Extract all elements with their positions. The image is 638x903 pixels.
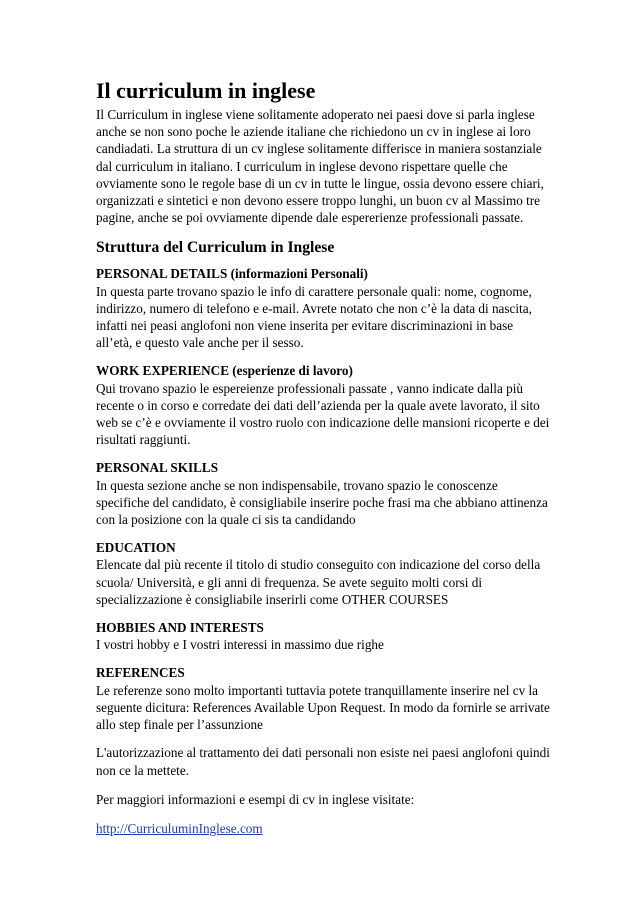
body-line: specializzazione è consigliabile inserirli come OTHER COURSES bbox=[96, 591, 449, 607]
body-line: In questa parte trovano spazio le info di carattere personale quali: nome, cognome, bbox=[96, 283, 532, 299]
closing-line: non ce la mettete. bbox=[96, 762, 190, 778]
body-line: scuola/ Università, e gli anni di frequenza. Se avete seguito molti corsi di bbox=[96, 574, 482, 590]
section-body bbox=[96, 283, 556, 352]
section-body bbox=[96, 682, 556, 734]
section-personal-details bbox=[96, 265, 556, 351]
intro-line: Il Curriculum in inglese viene solitamente adoperato nei paesi dove si parla inglese bbox=[96, 107, 535, 122]
body-line: allo step finale per l’assunzione bbox=[96, 717, 263, 733]
section-body bbox=[96, 556, 556, 608]
body-line: Le referenze sono molto importanti tuttavia potete tranquillamente inserire nel cv la bbox=[96, 682, 538, 698]
intro-line: candiadati. La struttura di un cv inglese solitamente differisce in maniera sostanziale bbox=[96, 141, 542, 157]
intro-line: dal curriculum in italiano. I curriculum in inglese devono rispettare quelle che bbox=[96, 158, 508, 174]
section-heading: EDUCATION bbox=[96, 540, 176, 556]
section-work-experience bbox=[96, 362, 556, 448]
section-body bbox=[96, 380, 556, 449]
intro-line: organizzati e sintetici e non devono essere troppo lunghi, un buon cv al Massimo tre bbox=[96, 193, 540, 209]
body-line: all’età, e questo vale anche per il sesso. bbox=[96, 335, 304, 351]
body-line: infatti nei peasi anglofoni non viene inserita per evitare discriminazioni in base bbox=[96, 318, 514, 334]
intro-line: pagine, anche se poi ovviamente dipende dale espererienze professionali passate. bbox=[96, 210, 524, 226]
section-heading: HOBBIES AND INTERESTS bbox=[96, 620, 264, 636]
section-heading: PERSONAL DETAILS (informazioni Personali) bbox=[96, 266, 368, 282]
section-hobbies bbox=[96, 619, 556, 653]
body-line: specifiche del candidato, è consigliabile inserire poche frasi ma che abbiano attinenza bbox=[96, 494, 548, 510]
body-line: recente o in corso e corredate dei dati dell’azienda per la quale avete lavorato, il sito bbox=[96, 397, 540, 413]
website-link[interactable]: http://CurriculuminInglese.com bbox=[96, 820, 263, 836]
intro-paragraph bbox=[96, 106, 556, 226]
section-personal-skills bbox=[96, 459, 556, 528]
section-body bbox=[96, 636, 556, 653]
closing-paragraph bbox=[96, 791, 556, 808]
section-heading: PERSONAL SKILLS bbox=[96, 460, 219, 476]
body-line: seguente dicitura: References Available Upon Request. In modo da fornirle se arrivate bbox=[96, 699, 550, 715]
intro-line: anche se non sono poche le aziende italiane che richiedono un cv in inglese ai loro bbox=[96, 124, 531, 140]
document-title: Il curriculum in inglese bbox=[96, 78, 316, 103]
closing-paragraph bbox=[96, 744, 556, 778]
body-line: con la posizione con la quale ci sis ta candidando bbox=[96, 512, 356, 528]
body-line: risultati raggiunti. bbox=[96, 432, 191, 448]
closing-line: L'autorizzazione al trattamento dei dati personali non esiste nei paesi anglofoni quindi bbox=[96, 745, 550, 761]
section-heading: REFERENCES bbox=[96, 665, 185, 681]
section-subtitle: Struttura del Curriculum in Inglese bbox=[96, 239, 335, 257]
section-heading: WORK EXPERIENCE (esperienze di lavoro) bbox=[96, 363, 353, 379]
body-line: Elencate dal più recente il titolo di studio conseguito con indicazione del corso della bbox=[96, 557, 541, 573]
body-line: In questa sezione anche se non indispensabile, trovano spazio le conoscenze bbox=[96, 477, 498, 493]
body-line: web se c’è e ovviamente il vostro ruolo con indicazione delle mansioni ricoperte e dei bbox=[96, 415, 550, 431]
body-line: Qui trovano spazio le espereienze professionali passate , vanno indicate dalla più bbox=[96, 380, 523, 396]
intro-line: ovviamente sono le regole base di un cv in tutte le lingue, ossia devono essere chiari, bbox=[96, 175, 544, 191]
section-education bbox=[96, 539, 556, 608]
document-page bbox=[96, 78, 556, 838]
section-body bbox=[96, 477, 556, 529]
body-line: I vostri hobby e I vostri interessi in massimo due righe bbox=[96, 637, 384, 653]
section-references bbox=[96, 664, 556, 733]
body-line: indirizzo, numero di telefono e e-mail. Avrete notato che non c’è la data di nascita, bbox=[96, 300, 532, 316]
closing-line: Per maggiori informazioni e esempi di cv in inglese visitate: bbox=[96, 791, 415, 807]
